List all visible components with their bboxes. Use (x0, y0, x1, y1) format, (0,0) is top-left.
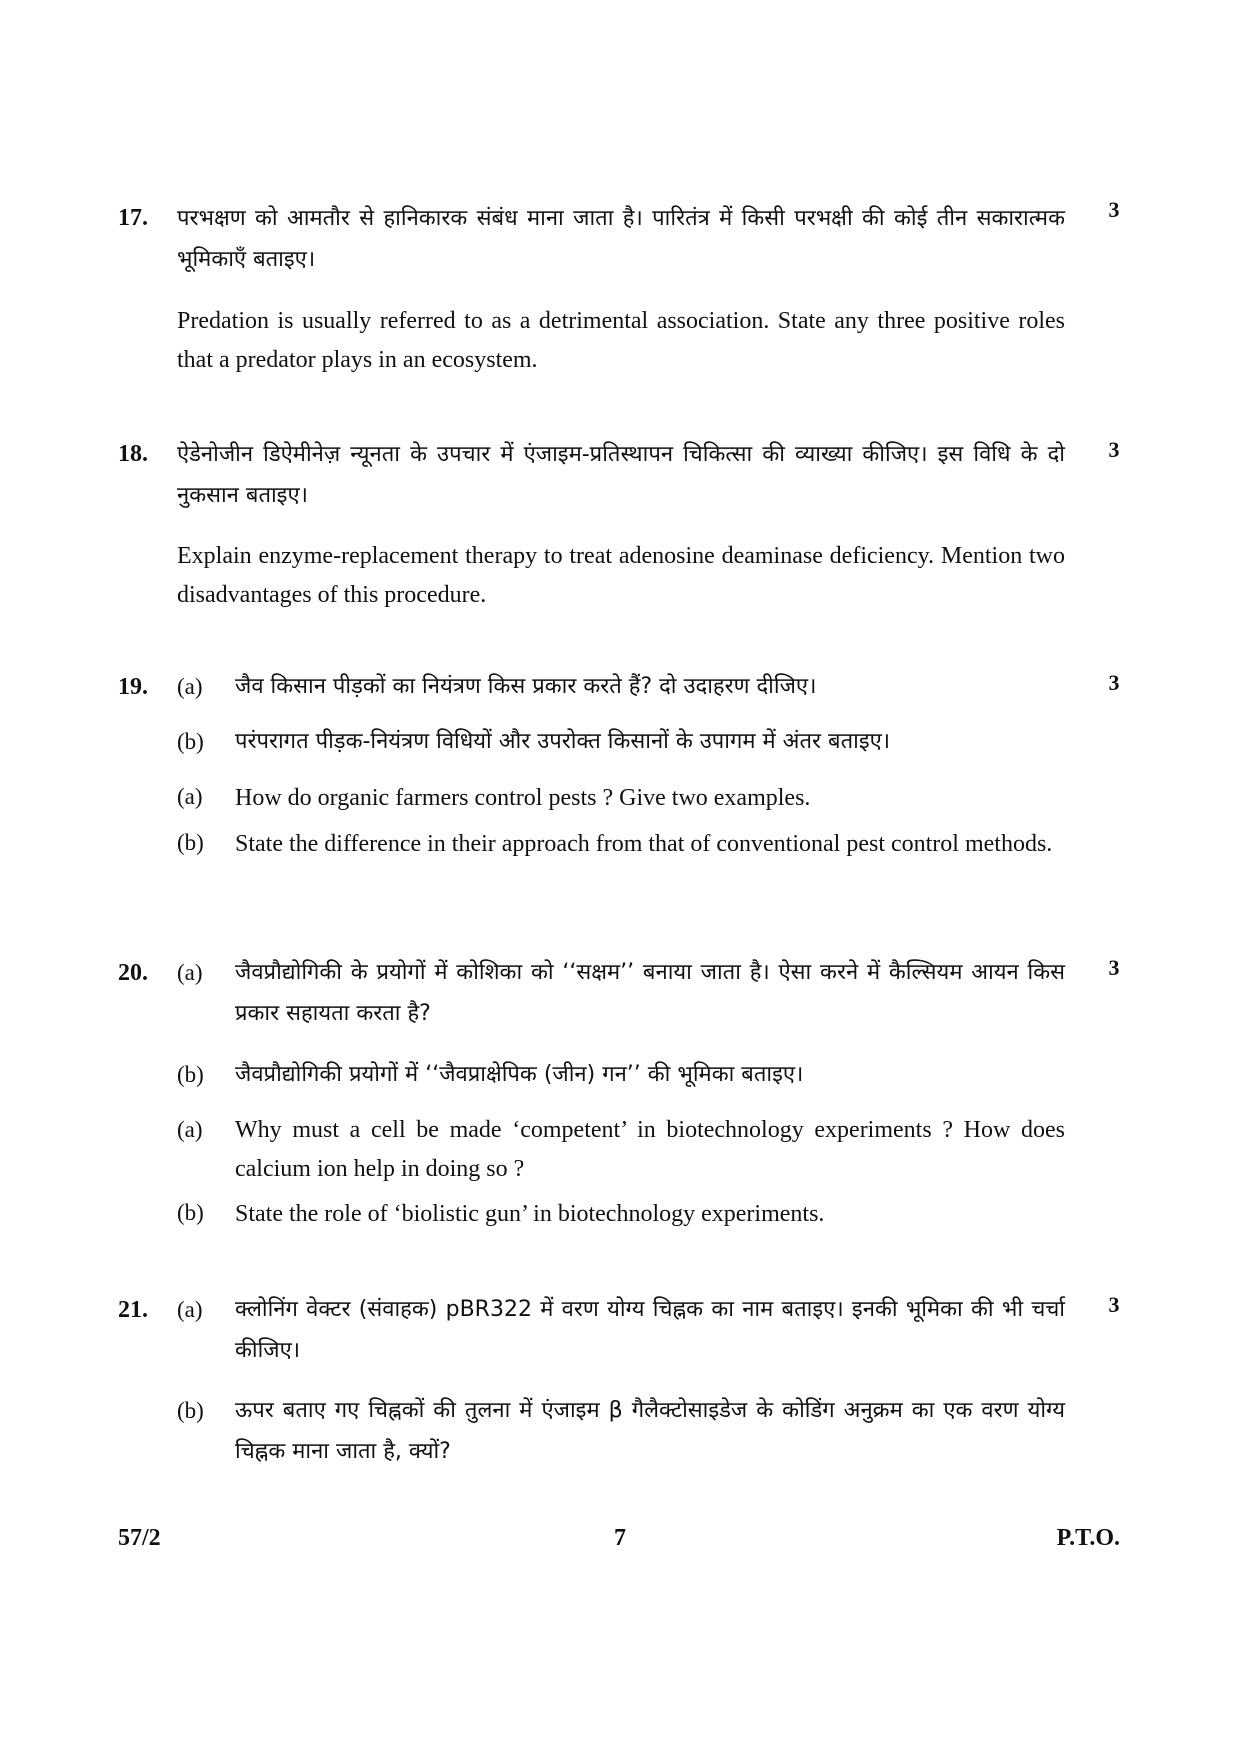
part-a-text-hindi: जैव किसान पीड़कों का नियंत्रण किस प्रकार करते हैं? दो उदाहरण दीजिए। (235, 674, 817, 699)
part-b-text-english: State the difference in their approach from that of conventional pest control methods. (235, 831, 1053, 857)
part-label: (b) (177, 729, 204, 754)
question-number: 19. (118, 674, 148, 700)
question-marks: 3 (1108, 670, 1120, 695)
question-text-english: Explain enzyme-replacement therapy to treat adenosine deaminase deficiency. Mention two disadvantages of this procedure. (177, 543, 1065, 608)
please-turn-over: P.T.O. (1056, 1525, 1120, 1551)
part-b-text-hindi: ऊपर बताए गए चिह्नकों की तुलना में एंजाइम β गैलैक्टोसाइडेज के कोडिंग अनुक्रम का एक वरण योग्य चिह्नक माना जाता है, क्यों? (235, 1398, 1065, 1464)
question-text-hindi: परभक्षण को आमतौर से हानिकारक संबंध माना जाता है। पारितंत्र में किसी परभक्षी की कोई तीन सकारात्मक भूमिकाएँ बताइए। (177, 206, 1065, 272)
part-a-text-hindi: क्लोनिंग वेक्टर (संवाहक) pBR322 में वरण योग्य चिह्नक का नाम बताइए। इनकी भूमिका की भी चर्चा कीजिए। (235, 1297, 1065, 1363)
part-b-text-english: State the role of ‘biolistic gun’ in biotechnology experiments. (235, 1201, 825, 1227)
part-label: (b) (177, 830, 204, 855)
part-b-text-hindi: परंपरागत पीड़क-नियंत्रण विधियों और उपरोक्त किसानों के उपागम में अंतर बताइए। (235, 729, 891, 754)
question-number: 20. (118, 960, 148, 986)
part-label: (a) (177, 960, 203, 985)
part-a-text-english: How do organic farmers control pests ? Give two examples. (235, 785, 811, 811)
part-label: (a) (177, 1297, 203, 1322)
page-number: 7 (614, 1525, 626, 1551)
question-text-english: Predation is usually referred to as a detrimental association. State any three positive roles that a predator plays in an ecosystem. (177, 308, 1065, 373)
part-label: (b) (177, 1398, 204, 1423)
question-text-hindi: ऐडेनोजीन डिऐमीनेज़ न्यूनता के उपचार में एंजाइम-प्रतिस्थापन चिकित्सा की व्याख्या कीजिए। इस विधि के दो नुकसान बताइए। (177, 442, 1065, 508)
part-label: (a) (177, 674, 203, 699)
question-marks: 3 (1108, 955, 1120, 980)
question-number: 18. (118, 441, 148, 467)
part-a-text-hindi: जैवप्रौद्योगिकी के प्रयोगों में कोशिका को ‘‘सक्षम’’ बनाया जाता है। ऐसा करने में कैल्सियम आयन किस प्रकार सहायता करता है? (235, 960, 1065, 1026)
part-label: (b) (177, 1200, 204, 1225)
part-b-text-hindi: जैवप्रौद्योगिकी प्रयोगों में ‘‘जैवप्राक्षेपिक (जीन) गन’’ की भूमिका बताइए। (235, 1062, 804, 1087)
part-label: (a) (177, 784, 203, 809)
question-number: 17. (118, 205, 148, 231)
question-marks: 3 (1108, 197, 1120, 222)
question-number: 21. (118, 1297, 148, 1323)
part-a-text-english: Why must a cell be made ‘competent’ in biotechnology experiments ? How does calcium ion help in doing so ? (235, 1117, 1065, 1182)
paper-code: 57/2 (118, 1525, 161, 1551)
question-marks: 3 (1108, 1292, 1120, 1317)
question-marks: 3 (1108, 437, 1120, 462)
part-label: (a) (177, 1117, 203, 1142)
part-label: (b) (177, 1062, 204, 1087)
